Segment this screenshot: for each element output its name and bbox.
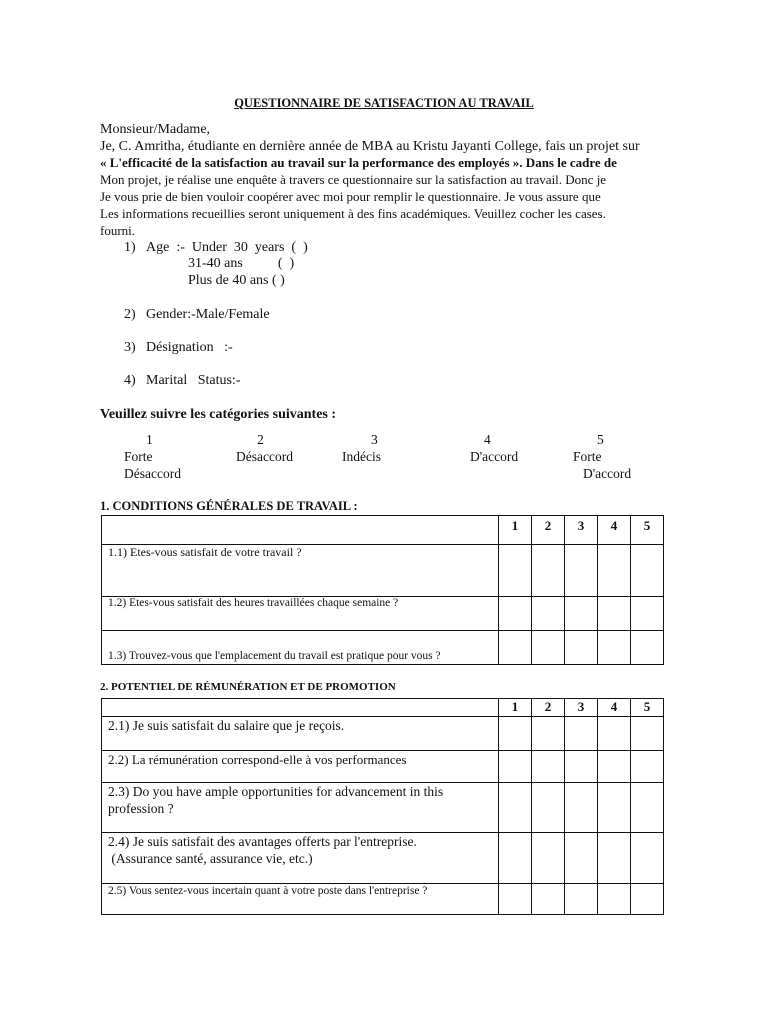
question-2-2: 2.2) La rémunération correspond-elle à vos performances [102, 751, 499, 783]
q3-number: 3) [124, 340, 136, 355]
answer-cell-2-1-1[interactable] [499, 717, 532, 751]
column-4-header: 4 [598, 699, 631, 717]
answer-cell-2-4-2[interactable] [532, 833, 565, 884]
question-2-3-line-2: profession ? [108, 801, 174, 816]
column-3-header: 3 [565, 516, 598, 545]
question-1-2: 1.2) Etes-vous satisfait des heures travaillées chaque semaine ? [102, 597, 499, 631]
greeting: Monsieur/Madame, [100, 122, 211, 137]
answer-cell-2-4-5[interactable] [631, 833, 664, 884]
answer-cell-1-2-3[interactable] [565, 597, 598, 631]
scale-1-number: 1 [146, 432, 153, 447]
scale-5-label-2: D'accord [583, 466, 632, 481]
table-header-blank [102, 516, 499, 545]
table-row [102, 783, 664, 833]
intro-line-4: Je vous prie de bien vouloir coopérer avec moi pour remplir le questionnaire. Je vous assure que [100, 189, 601, 204]
answer-cell-2-3-5[interactable] [631, 783, 664, 833]
answer-cell-2-5-3[interactable] [565, 884, 598, 915]
answer-cell-1-2-5[interactable] [631, 597, 664, 631]
scale-5-number: 5 [597, 432, 604, 447]
question-2-5: 2.5) Vous sentez-vous incertain quant à votre poste dans l'entreprise ? [102, 884, 499, 915]
answer-cell-2-3-4[interactable] [598, 783, 631, 833]
age-option-over-40: Plus de 40 ans ( ) [188, 273, 285, 288]
scale-1-label: Forte [124, 449, 153, 464]
answer-cell-2-5-4[interactable] [598, 884, 631, 915]
answer-cell-2-2-1[interactable] [499, 751, 532, 783]
answer-cell-2-5-5[interactable] [631, 884, 664, 915]
q4-number: 4) [124, 373, 136, 388]
question-2-3 [102, 783, 499, 833]
section-2-heading: 2. POTENTIEL DE RÉMUNÉRATION ET DE PROMOTION [100, 681, 396, 693]
table-header-row [102, 699, 664, 717]
answer-cell-2-5-2[interactable] [532, 884, 565, 915]
column-5-header: 5 [631, 699, 664, 717]
question-1-3: 1.3) Trouvez-vous que l'emplacement du travail est pratique pour vous ? [102, 631, 499, 665]
q2-number: 2) [124, 307, 136, 322]
answer-cell-2-1-5[interactable] [631, 717, 664, 751]
answer-cell-2-3-3[interactable] [565, 783, 598, 833]
table-row [102, 597, 664, 631]
question-2-4-line-1: 2.4) Je suis satisfait des avantages offerts par l'entreprise. [108, 834, 417, 849]
age-question: Age :- Under 30 years ( ) [146, 240, 308, 255]
question-2-4 [102, 833, 499, 884]
scale-2-label: Désaccord [236, 449, 293, 464]
answer-cell-2-1-4[interactable] [598, 717, 631, 751]
answer-cell-1-3-1[interactable] [499, 631, 532, 665]
intro-line-3: Mon projet, je réalise une enquête à travers ce questionnaire sur la satisfaction au travail. Donc je [100, 172, 607, 187]
answer-cell-1-3-3[interactable] [565, 631, 598, 665]
answer-cell-2-2-5[interactable] [631, 751, 664, 783]
answer-cell-2-4-3[interactable] [565, 833, 598, 884]
column-1-header: 1 [499, 699, 532, 717]
table-row [102, 545, 664, 597]
answer-cell-2-2-4[interactable] [598, 751, 631, 783]
answer-cell-2-4-1[interactable] [499, 833, 532, 884]
answer-cell-1-3-2[interactable] [532, 631, 565, 665]
page-title: QUESTIONNAIRE DE SATISFACTION AU TRAVAIL [234, 96, 534, 110]
table-row [102, 751, 664, 783]
scale-3-number: 3 [371, 432, 378, 447]
answer-cell-2-3-2[interactable] [532, 783, 565, 833]
section-1-heading: 1. CONDITIONS GÉNÉRALES DE TRAVAIL : [100, 499, 358, 513]
answer-cell-2-3-1[interactable] [499, 783, 532, 833]
question-2-1: 2.1) Je suis satisfait du salaire que je reçois. [102, 717, 499, 751]
question-2-4-line-2: (Assurance santé, assurance vie, etc.) [108, 851, 313, 866]
table-header-row [102, 516, 664, 545]
answer-cell-1-1-2[interactable] [532, 545, 565, 597]
answer-cell-1-1-5[interactable] [631, 545, 664, 597]
scale-5-label: Forte [573, 449, 602, 464]
age-option-31-40: 31-40 ans ( ) [188, 256, 295, 271]
answer-cell-2-5-1[interactable] [499, 884, 532, 915]
answer-cell-1-2-2[interactable] [532, 597, 565, 631]
answer-cell-1-3-5[interactable] [631, 631, 664, 665]
scale-2-number: 2 [257, 432, 264, 447]
section-1-table [101, 515, 664, 665]
answer-cell-2-1-3[interactable] [565, 717, 598, 751]
table-row [102, 717, 664, 751]
column-2-header: 2 [532, 699, 565, 717]
intro-line-5: Les informations recueillies seront uniquement à des fins académiques. Veuillez cocher les cases. [100, 206, 606, 221]
scale-1-label-2: Désaccord [124, 466, 181, 481]
intro-line-2: « L'efficacité de la satisfaction au travail sur la performance des employés ». Dans le cadre de [100, 155, 617, 170]
scale-4-number: 4 [484, 432, 491, 447]
column-1-header: 1 [499, 516, 532, 545]
answer-cell-2-4-4[interactable] [598, 833, 631, 884]
answer-cell-1-1-1[interactable] [499, 545, 532, 597]
intro-line-1: Je, C. Amritha, étudiante en dernière année de MBA au Kristu Jayanti College, fais un projet sur [100, 139, 640, 154]
answer-cell-1-3-4[interactable] [598, 631, 631, 665]
column-2-header: 2 [532, 516, 565, 545]
marital-status-question: Marital Status:- [146, 373, 241, 388]
scale-3-label: Indécis [342, 449, 381, 464]
question-1-1: 1.1) Etes-vous satisfait de votre travail ? [102, 545, 499, 597]
section-2-table [101, 698, 664, 915]
scale-heading: Veuillez suivre les catégories suivantes : [100, 407, 337, 422]
table-row [102, 833, 664, 884]
answer-cell-1-2-1[interactable] [499, 597, 532, 631]
answer-cell-2-2-3[interactable] [565, 751, 598, 783]
table-row [102, 884, 664, 915]
q1-number: 1) [124, 240, 136, 255]
column-5-header: 5 [631, 516, 664, 545]
column-3-header: 3 [565, 699, 598, 717]
gender-question: Gender:-Male/Female [146, 307, 270, 322]
intro-line-6: fourni. [100, 223, 136, 238]
scale-4-label: D'accord [470, 449, 519, 464]
answer-cell-1-1-3[interactable] [565, 545, 598, 597]
designation-question: Désignation :- [146, 340, 233, 355]
table-row [102, 631, 664, 665]
answer-cell-2-2-2[interactable] [532, 751, 565, 783]
answer-cell-2-1-2[interactable] [532, 717, 565, 751]
column-4-header: 4 [598, 516, 631, 545]
question-2-3-line-1: 2.3) Do you have ample opportunities for advancement in this [108, 784, 444, 799]
answer-cell-1-1-4[interactable] [598, 545, 631, 597]
table-header-blank [102, 699, 499, 717]
answer-cell-1-2-4[interactable] [598, 597, 631, 631]
